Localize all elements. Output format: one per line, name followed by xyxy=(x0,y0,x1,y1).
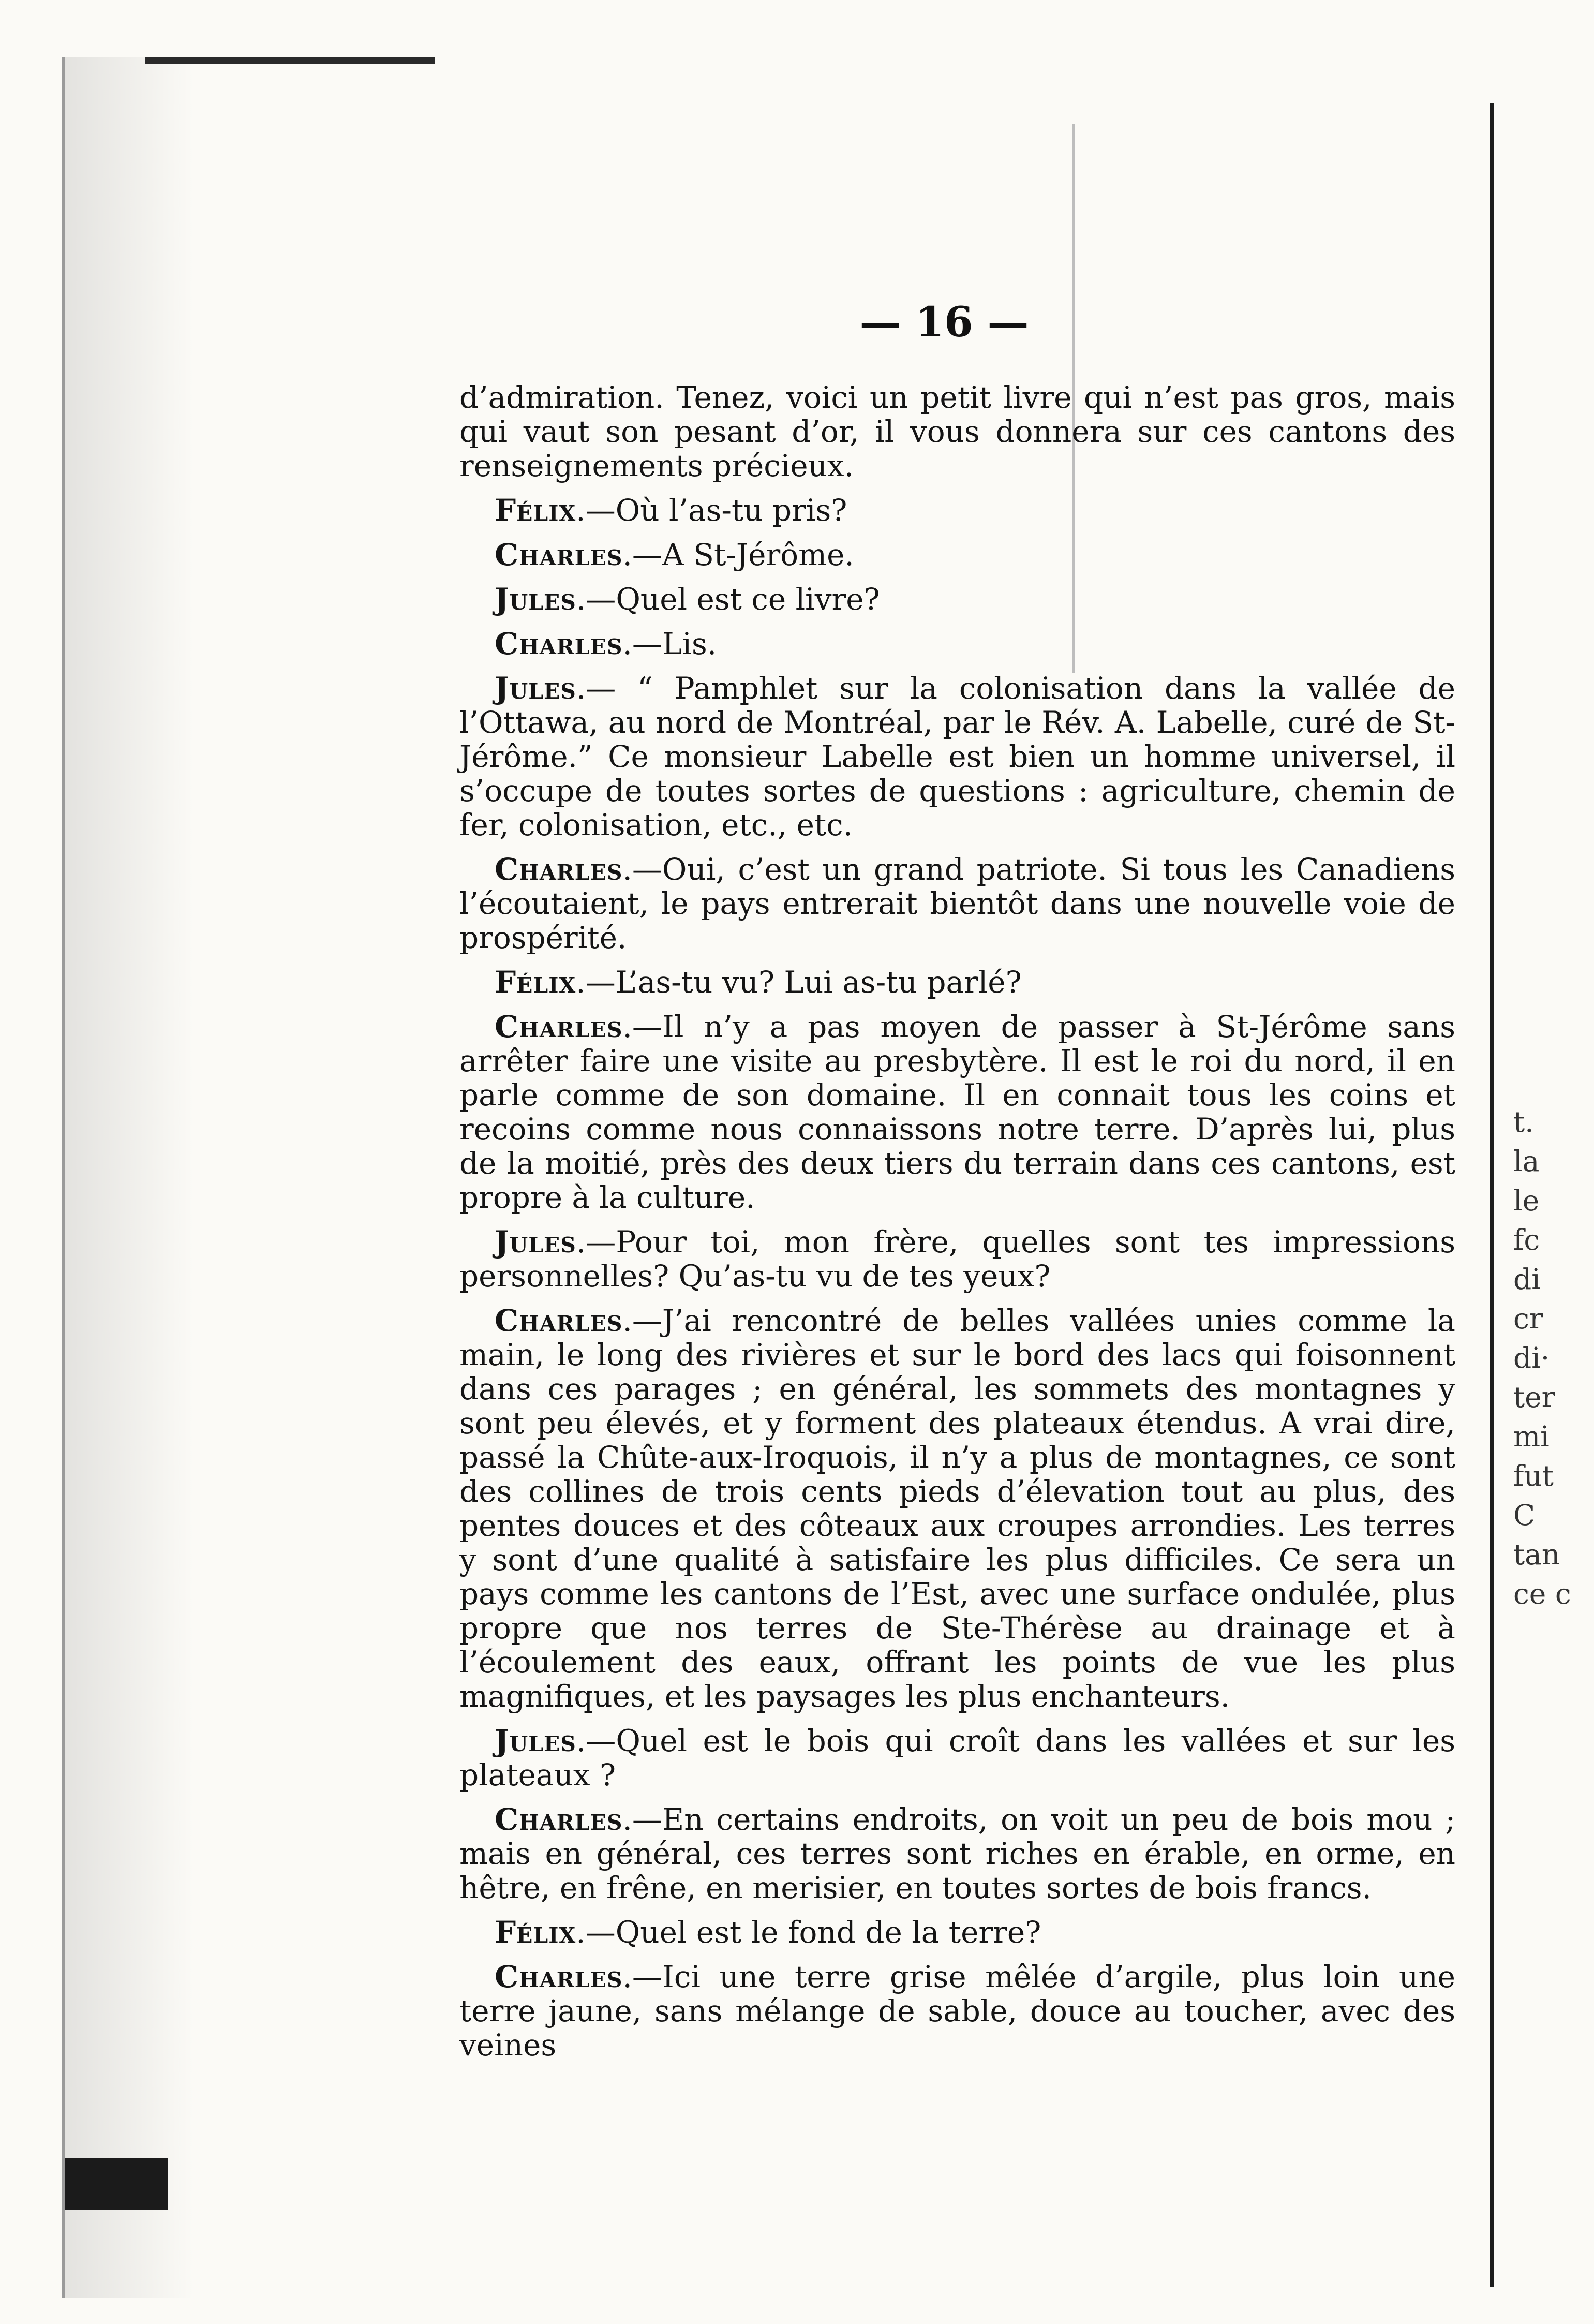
dialogue-paragraph: Charles.—A St-Jérôme. xyxy=(495,537,854,572)
bleed-fragment: di xyxy=(1513,1263,1541,1296)
bleed-fragment: tan xyxy=(1513,1538,1560,1571)
paragraph-text: —Oui, c’est un grand patriote. Si tous les Canadiens l’écoutaient, le pays entrerait bientôt dans une nouvelle voie de prospérité. xyxy=(459,852,1455,955)
speaker-name: Jules xyxy=(495,1723,576,1758)
dialogue-paragraph: Charles.—J’ai rencontré de belles vallées unies comme la main, le long des rivières et sur le bord des lacs qui foisonnent dans ces parages ; en général, les sommets des montagnes y sont peu élevés, et y forment des plateaux étendus. A vrai dire, passé la Chûte-aux-Iroquois, il n’y a plus de montagnes, ce sont des collines de trois cents pieds d’élevation tout au plus, des pentes douces et des côteaux aux croupes arrondies. Les terres y sont d’une qualité à satisfaire les plus difficiles. Ce sera un pays comme les cantons de l’Est, avec une surface ondulée, plus propre que nos terres de Ste-Thérèse au drainage et à l’écoulement des eaux, offrant les points de vue les plus magnifiques, et les paysages les plus enchanteurs. xyxy=(459,1303,1455,1714)
dialogue-paragraph: Charles.—Lis. xyxy=(495,626,717,661)
speaker-name: Jules xyxy=(495,582,576,617)
speaker-name: Jules xyxy=(495,1224,576,1260)
paragraph-text: —Lis. xyxy=(632,626,717,661)
bleed-fragment: di· xyxy=(1513,1341,1550,1374)
speaker-name: Charles xyxy=(495,1303,623,1338)
speaker-name: Charles xyxy=(495,626,623,661)
paragraph-text: —Quel est le bois qui croît dans les vallées et sur les plateaux ? xyxy=(459,1723,1455,1793)
page-number: — 16 — xyxy=(859,298,1029,346)
paragraph-text: —Pour toi, mon frère, quelles sont tes impressions personnelles? Qu’as-tu vu de tes yeux? xyxy=(459,1224,1455,1294)
dialogue-paragraph: Félix.—Quel est le fond de la terre? xyxy=(495,1915,1041,1950)
bleed-fragment: le xyxy=(1513,1184,1540,1217)
speaker-name: Charles xyxy=(495,852,623,887)
paragraph-text: —Quel est le fond de la terre? xyxy=(585,1915,1041,1950)
paragraph-text: —Ici une terre grise mêlée d’argile, plus loin une terre jaune, sans mélange de sable, douce au toucher, avec des veines xyxy=(459,1959,1455,2063)
dialogue-paragraph: Jules.—Quel est ce livre? xyxy=(495,582,880,617)
bleed-fragment: ter xyxy=(1513,1381,1555,1414)
paragraph-text: —Quel est ce livre? xyxy=(586,582,880,617)
speaker-name: Félix xyxy=(495,965,576,1000)
dialogue-paragraph xyxy=(459,380,1455,483)
bleed-fragment: C xyxy=(1513,1499,1536,1532)
speaker-name: Charles xyxy=(495,1959,623,1994)
binding-shadow xyxy=(62,57,226,2298)
scan-smudge xyxy=(65,2158,168,2210)
paragraph-text: —Où l’as-tu pris? xyxy=(585,493,847,528)
paragraph-text: —A St-Jérôme. xyxy=(632,537,854,572)
bleed-fragment: fc xyxy=(1513,1223,1540,1256)
paragraph-text: — “ Pamphlet sur la colonisation dans la vallée de l’Ottawa, au nord de Montréal, par le Rév. A. Labelle, curé de St-Jérôme.” Ce monsieur Labelle est bien un homme universel, il s’occupe de toutes sortes de questions : agriculture, chemin de fer, colonisation, etc., etc. xyxy=(459,671,1455,842)
speaker-name: Charles xyxy=(495,1009,623,1044)
bleed-fragment: ce c xyxy=(1513,1577,1571,1610)
bleed-fragment: fut xyxy=(1513,1459,1554,1492)
scan-edge-mark xyxy=(145,57,435,64)
dialogue-paragraph: Charles.—Il n’y a pas moyen de passer à St-Jérôme sans arrêter faire une visite au presbytère. Il est le roi du nord, il en parle comme de son domaine. Il en connait tous les coins et recoins comme nous connaissons notre terre. D’après lui, plus de la moitié, près des deux tiers du terrain dans ces cantons, est propre à la culture. xyxy=(459,1009,1455,1215)
body-text xyxy=(459,380,1455,2073)
bleed-fragment: cr xyxy=(1513,1302,1543,1335)
paragraph-text: —En certains endroits, on voit un peu de bois mou ; mais en général, ces terres sont riches en érable, en orme, en hêtre, en frêne, en merisier, en toutes sortes de bois francs. xyxy=(459,1802,1455,1905)
speaker-name: Félix xyxy=(495,1915,576,1950)
dialogue-paragraph: Charles.—Ici une terre grise mêlée d’argile, plus loin une terre jaune, sans mélange de sable, douce au toucher, avec des veines xyxy=(459,1959,1455,2063)
paragraph-text: —L’as-tu vu? Lui as-tu parlé? xyxy=(585,965,1022,1000)
speaker-name: Jules xyxy=(495,671,576,706)
bleed-fragment: la xyxy=(1513,1145,1540,1178)
paragraph-text: d’admiration. Tenez, voici un petit livre qui n’est pas gros, mais qui vaut son pesant d’or, il vous donnera sur ces cantons des renseignements précieux. xyxy=(459,380,1455,483)
adjacent-page-bleed-through xyxy=(1513,1102,1591,1614)
dialogue-paragraph: Charles.—Oui, c’est un grand patriote. Si tous les Canadiens l’écoutaient, le pays entrerait bientôt dans une nouvelle voie de prospérité. xyxy=(459,852,1455,955)
page-gutter-line xyxy=(1490,103,1494,2287)
dialogue-paragraph: Félix.—L’as-tu vu? Lui as-tu parlé? xyxy=(495,965,1022,1000)
speaker-name: Charles xyxy=(495,1802,623,1837)
dialogue-paragraph: Jules.—Quel est le bois qui croît dans les vallées et sur les plateaux ? xyxy=(459,1723,1455,1793)
bleed-fragment: mi xyxy=(1513,1420,1550,1453)
bleed-fragment: t. xyxy=(1513,1105,1534,1138)
dialogue-paragraph: Félix.—Où l’as-tu pris? xyxy=(495,493,847,528)
paragraph-text: —Il n’y a pas moyen de passer à St-Jérôme sans arrêter faire une visite au presbytère. Il est le roi du nord, il en parle comme de son domaine. Il en connait tous les coins et recoins comme nous connaissons notre terre. D’après lui, plus de la moitié, près des deux tiers du terrain dans ces cantons, est propre à la culture. xyxy=(459,1009,1455,1215)
speaker-name: Félix xyxy=(495,493,576,528)
dialogue-paragraph: Jules.— “ Pamphlet sur la colonisation dans la vallée de l’Ottawa, au nord de Montréal, par le Rév. A. Labelle, curé de St-Jérôme.” Ce monsieur Labelle est bien un homme universel, il s’occupe de toutes sortes de questions : agriculture, chemin de fer, colonisation, etc., etc. xyxy=(459,671,1455,842)
dialogue-paragraph: Jules.—Pour toi, mon frère, quelles sont tes impressions personnelles? Qu’as-tu vu de tes yeux? xyxy=(459,1224,1455,1294)
dialogue-paragraph: Charles.—En certains endroits, on voit un peu de bois mou ; mais en général, ces terres sont riches en érable, en orme, en hêtre, en frêne, en merisier, en toutes sortes de bois francs. xyxy=(459,1802,1455,1905)
paragraph-text: —J’ai rencontré de belles vallées unies comme la main, le long des rivières et sur le bord des lacs qui foisonnent dans ces parages ; en général, les sommets des montagnes y sont peu élevés, et y forment des plateaux étendus. A vrai dire, passé la Chûte-aux-Iroquois, il n’y a plus de montagnes, ce sont des collines de trois cents pieds d’élevation tout au plus, des pentes douces et des côteaux aux croupes arrondies. Les terres y sont d’une qualité à satisfaire les plus difficiles. Ce sera un pays comme les cantons de l’Est, avec une surface ondulée, plus propre que nos terres de Ste-Thérèse au drainage et à l’écoulement des eaux, offrant les points de vue les plus magnifiques, et les paysages les plus enchanteurs. xyxy=(459,1303,1455,1714)
speaker-name: Charles xyxy=(495,537,623,572)
